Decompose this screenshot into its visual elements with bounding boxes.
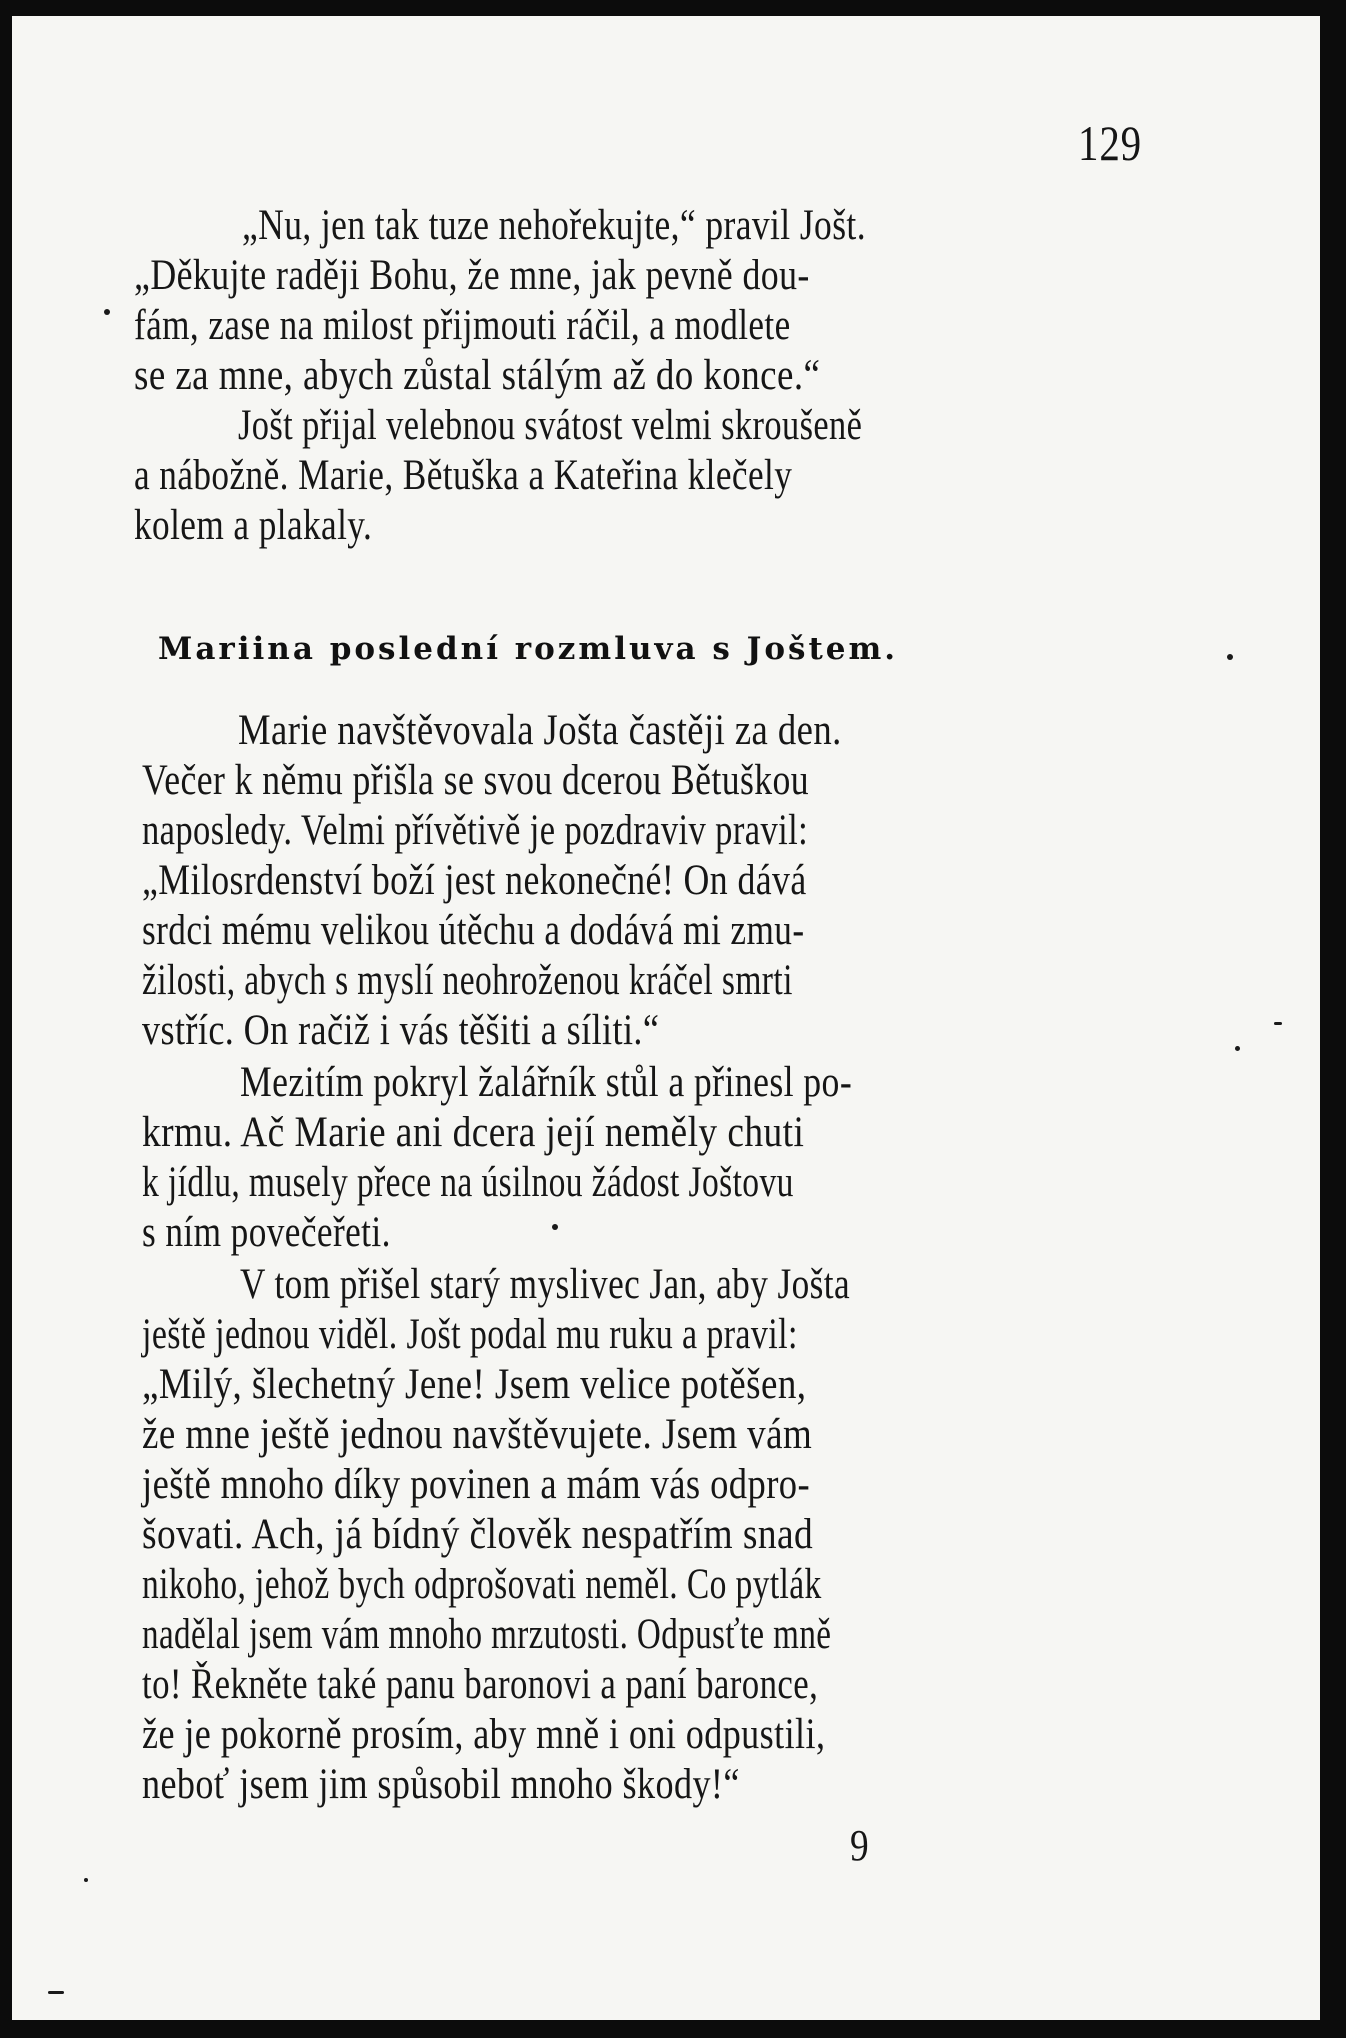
text-line: k jídlu, musely přece na úsilnou žádost Joštovu [142,1159,794,1206]
text-line: fám, zase na milost přijmouti ráčil, a modlete [134,302,791,349]
text-line: Marie navštěvovala Jošta častěji za den. [238,707,842,754]
text-line: „Milý, šlechetný Jene! Jsem velice potěšen, [142,1361,807,1408]
text-line: že mne ještě jednou navštěvujete. Jsem vám [142,1411,813,1458]
text-line: Mezitím pokryl žalářník stůl a přinesl po- [240,1059,853,1106]
text-line: kolem a plakaly. [134,502,373,549]
text-line: nikoho, jehož bych odprošovati neměl. Co pytlák [142,1561,822,1608]
text-line: V tom přišel starý myslivec Jan, aby Jošta [240,1261,851,1308]
scan-speck [84,1878,88,1882]
scan-speck [1235,1046,1240,1051]
text-line: „Děkujte raději Bohu, že mne, jak pevně dou- [134,252,810,299]
text-line: naposledy. Velmi přívětivě je pozdraviv pravil: [142,807,809,854]
text-line: s ním povečeřeti. [142,1209,391,1256]
text-line: „Milosrdenství boží jest nekonečné! On dává [142,857,807,904]
text-line: krmu. Ač Marie ani dcera její neměly chuti [142,1109,805,1156]
text-line: Jošt přijal velebnou svátost velmi skroušeně [238,402,863,449]
text-line: to! Řekněte také panu baronovi a paní baronce, [142,1661,819,1708]
text-line: nadělal jsem vám mnoho mrzutosti. Odpusťte mně [142,1611,832,1658]
text-line: neboť jsem jim spůsobil mnoho škody!“ [142,1761,740,1808]
page-number: 129 [1078,115,1142,171]
scan-speck [552,1224,558,1230]
text-line: že je pokorně prosím, aby mně i oni odpustili, [142,1711,826,1758]
text-line: „Nu, jen tak tuze nehořekujte,“ pravil Jošt. [242,202,866,249]
scan-speck [104,309,110,315]
text-line: šovati. Ach, já bídný člověk nespatřím snad [142,1511,814,1558]
book-page [12,16,1320,2020]
text-line: ještě jednou viděl. Jošt podal mu ruku a pravil: [142,1311,798,1358]
scan-speck [48,1991,64,1994]
text-line: srdci mému velikou útěchu a dodává mi zmu- [142,907,805,954]
text-line: Večer k němu přišla se svou dcerou Bětuškou [142,757,810,804]
text-line: žilosti, abych s myslí neohroženou kráčel smrti [142,957,793,1004]
section-heading: Mariina poslední rozmluva s Joštem. [158,631,899,667]
text-line: se za mne, abych zůstal stálým až do konce.“ [134,352,821,399]
page-sheet [12,16,1320,2020]
text-line: a nábožně. Marie, Bětuška a Kateřina klečely [134,452,793,499]
scan-speck [1274,1022,1282,1025]
text-line: ještě mnoho díky povinen a mám vás odpro- [142,1461,811,1508]
scan-speck [1227,654,1233,660]
text-line: vstříc. On račiž i vás těšiti a síliti.“ [142,1007,660,1054]
signature-mark: 9 [850,1821,869,1870]
